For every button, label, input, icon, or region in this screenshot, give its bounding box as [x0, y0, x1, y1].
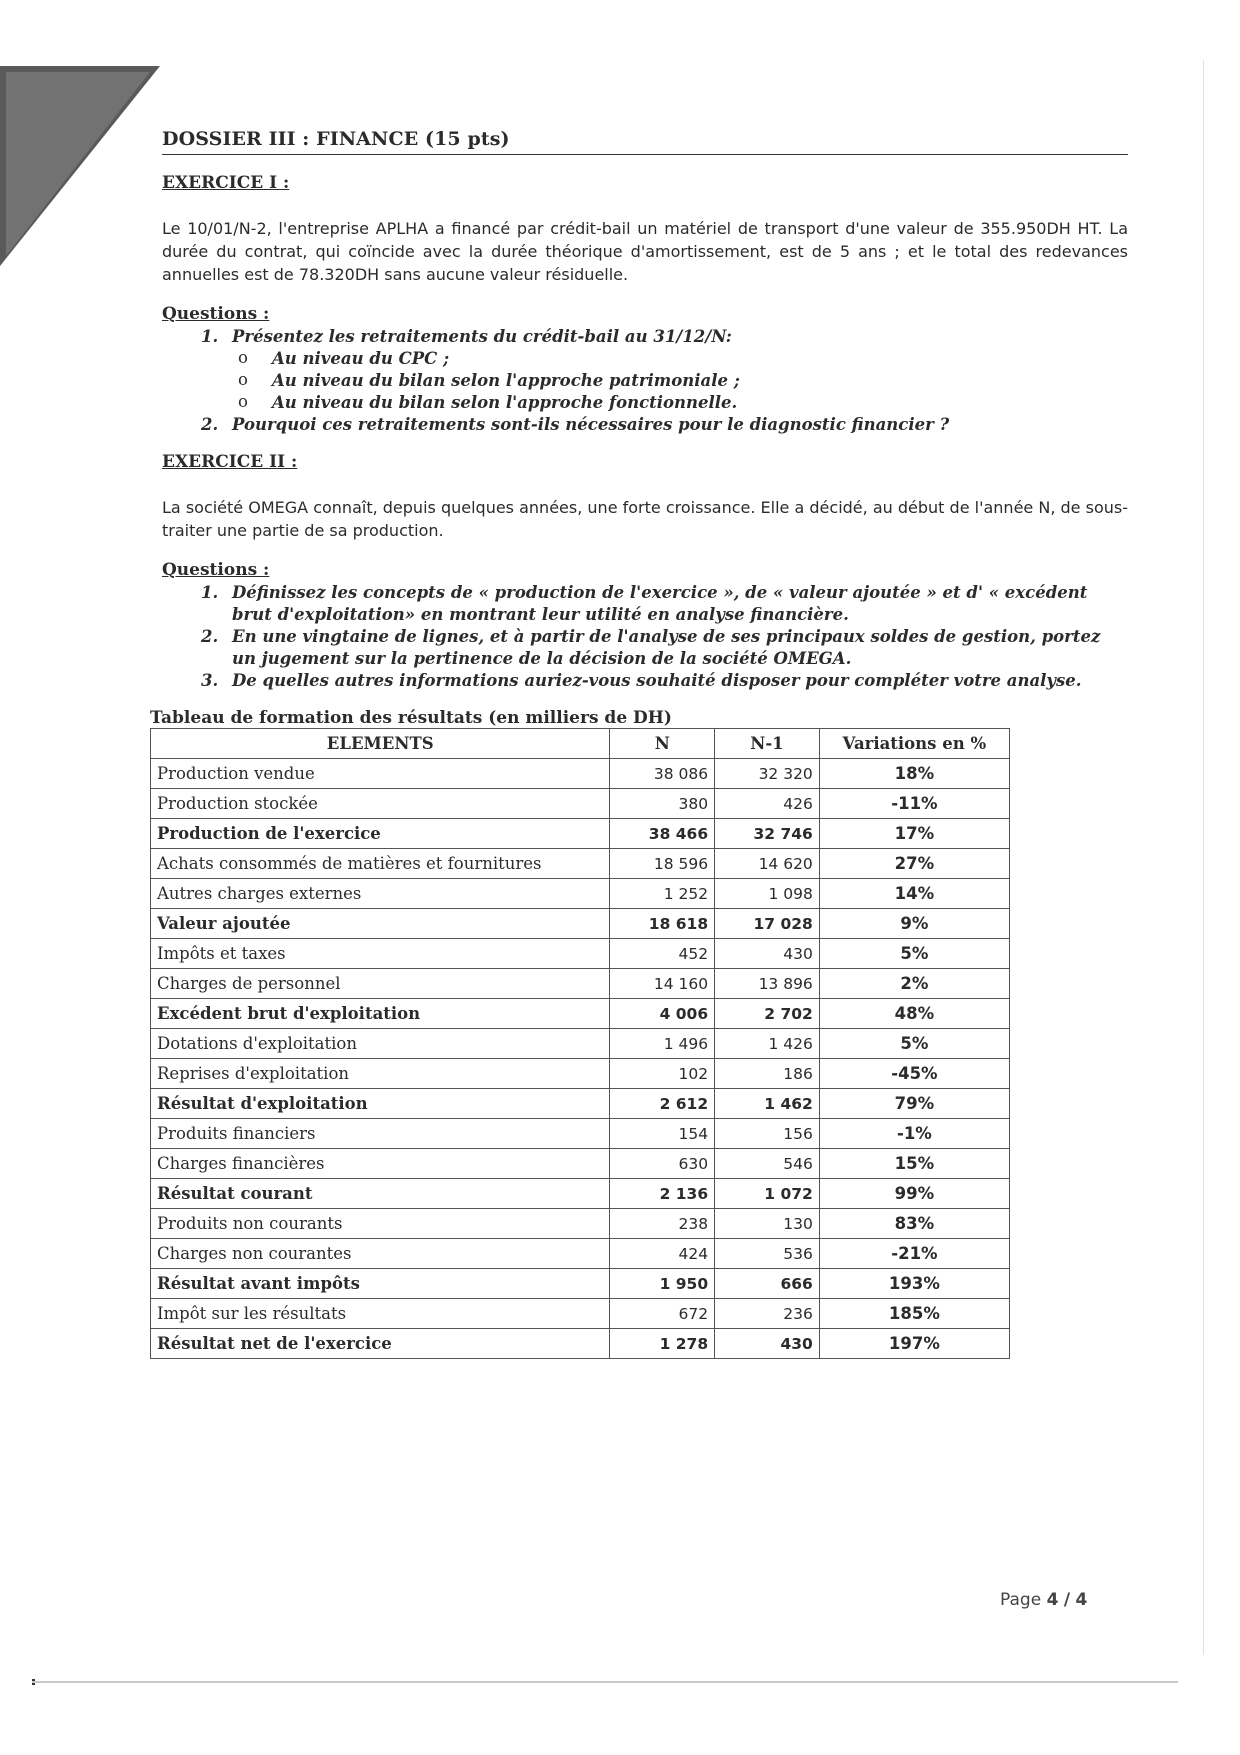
row-variation: 14% — [819, 879, 1009, 909]
row-value-n: 38 086 — [610, 759, 715, 789]
table-row — [151, 1059, 1010, 1089]
row-value-n: 2 612 — [610, 1089, 715, 1119]
row-value-n: 1 252 — [610, 879, 715, 909]
row-value-n: 154 — [610, 1119, 715, 1149]
row-value-n1: 430 — [715, 1329, 820, 1359]
row-label: Impôts et taxes — [151, 939, 610, 969]
question-item: 1. Définissez les concepts de « production de l'exercice », de « valeur ajoutée » et d' « excédent brut d'exploitation» en montrant leur utilité en analyse financière. — [224, 582, 1128, 626]
exam-page-content — [150, 128, 1128, 1359]
header-elements: ELEMENTS — [151, 729, 610, 759]
page-total: 4 — [1075, 1590, 1088, 1610]
row-value-n1: 17 028 — [715, 909, 820, 939]
row-label: Valeur ajoutée — [151, 909, 610, 939]
row-value-n: 38 466 — [610, 819, 715, 849]
exercise-2-title: EXERCICE II : — [162, 452, 298, 472]
table-row — [151, 1239, 1010, 1269]
table-body — [151, 759, 1010, 1359]
row-variation: -45% — [819, 1059, 1009, 1089]
row-label: Résultat net de l'exercice — [151, 1329, 610, 1359]
row-value-n: 424 — [610, 1239, 715, 1269]
row-label: Résultat courant — [151, 1179, 610, 1209]
row-label: Impôt sur les résultats — [151, 1299, 610, 1329]
row-value-n: 672 — [610, 1299, 715, 1329]
exercise-1-text: Le 10/01/N-2, l'entreprise APLHA a financé par crédit-bail un matériel de transport d'une valeur de 355.950DH HT. La durée du contrat, qui coïncide avec la durée théorique d'amortissement, est de 5 ans ; et le total des redevances annuelles est de 78.320DH sans aucune valeur résiduelle. — [162, 219, 1128, 284]
row-label: Produits non courants — [151, 1209, 610, 1239]
row-label: Charges financières — [151, 1149, 610, 1179]
row-value-n: 18 596 — [610, 849, 715, 879]
question-item: 3. De quelles autres informations auriez-vous souhaité disposer pour compléter votre analyse. — [224, 670, 1128, 692]
question-text: Présentez les retraitements du crédit-bail au 31/12/N: — [232, 327, 732, 346]
row-variation: 193% — [819, 1269, 1009, 1299]
row-label: Production stockée — [151, 789, 610, 819]
table-caption: Tableau de formation des résultats (en milliers de DH) — [150, 708, 672, 728]
row-value-n: 1 278 — [610, 1329, 715, 1359]
row-value-n: 18 618 — [610, 909, 715, 939]
row-variation: 185% — [819, 1299, 1009, 1329]
results-table-section — [150, 708, 1128, 1359]
table-row — [151, 909, 1010, 939]
row-value-n1: 1 426 — [715, 1029, 820, 1059]
row-variation: 99% — [819, 1179, 1009, 1209]
row-label: Produits financiers — [151, 1119, 610, 1149]
row-value-n1: 32 746 — [715, 819, 820, 849]
row-label: Charges de personnel — [151, 969, 610, 999]
row-value-n1: 1 072 — [715, 1179, 820, 1209]
row-variation: 83% — [819, 1209, 1009, 1239]
row-variation: 79% — [819, 1089, 1009, 1119]
sub-question: o Au niveau du bilan selon l'approche fonctionnelle. — [264, 392, 1128, 414]
dossier-title: DOSSIER III : FINANCE (15 pts) — [162, 128, 1128, 155]
row-value-n1: 130 — [715, 1209, 820, 1239]
row-variation: 197% — [819, 1329, 1009, 1359]
table-row — [151, 969, 1010, 999]
question-item: 2. Pourquoi ces retraitements sont-ils nécessaires pour le diagnostic financier ? — [224, 414, 1128, 436]
row-value-n1: 14 620 — [715, 849, 820, 879]
row-value-n: 4 006 — [610, 999, 715, 1029]
row-value-n: 14 160 — [610, 969, 715, 999]
exercise-1-questions — [162, 326, 1128, 436]
row-variation: 9% — [819, 909, 1009, 939]
row-value-n1: 156 — [715, 1119, 820, 1149]
row-variation: 48% — [819, 999, 1009, 1029]
row-label: Résultat avant impôts — [151, 1269, 610, 1299]
table-header-row — [151, 729, 1010, 759]
table-row — [151, 879, 1010, 909]
row-value-n: 380 — [610, 789, 715, 819]
table-row — [151, 1089, 1010, 1119]
row-value-n1: 666 — [715, 1269, 820, 1299]
page-edge — [1203, 60, 1204, 1655]
table-row — [151, 1269, 1010, 1299]
header-n1: N-1 — [715, 729, 820, 759]
row-value-n1: 32 320 — [715, 759, 820, 789]
row-label: Excédent brut d'exploitation — [151, 999, 610, 1029]
row-variation: 17% — [819, 819, 1009, 849]
row-value-n1: 536 — [715, 1239, 820, 1269]
row-value-n1: 236 — [715, 1299, 820, 1329]
table-row — [151, 939, 1010, 969]
row-label: Production de l'exercice — [151, 819, 610, 849]
page-current: 4 — [1046, 1590, 1059, 1610]
row-label: Dotations d'exploitation — [151, 1029, 610, 1059]
exercise-1-title: EXERCICE I : — [162, 173, 290, 193]
row-label: Charges non courantes — [151, 1239, 610, 1269]
table-row — [151, 759, 1010, 789]
row-value-n1: 1 098 — [715, 879, 820, 909]
table-row — [151, 1149, 1010, 1179]
table-row — [151, 819, 1010, 849]
table-row — [151, 1299, 1010, 1329]
scan-edge-line — [32, 1681, 1178, 1683]
table-row — [151, 1179, 1010, 1209]
table-row — [151, 1209, 1010, 1239]
row-variation: 2% — [819, 969, 1009, 999]
page-label: Page — [1000, 1590, 1042, 1610]
row-variation: -21% — [819, 1239, 1009, 1269]
header-variation: Variations en % — [819, 729, 1009, 759]
row-value-n1: 1 462 — [715, 1089, 820, 1119]
exercise-1-questions-title: Questions : — [162, 304, 270, 324]
row-value-n1: 426 — [715, 789, 820, 819]
table-row — [151, 849, 1010, 879]
page-separator: / — [1063, 1590, 1071, 1610]
question-item — [224, 326, 1128, 414]
row-variation: -11% — [819, 789, 1009, 819]
row-value-n1: 430 — [715, 939, 820, 969]
row-value-n1: 13 896 — [715, 969, 820, 999]
exercise-2-questions-title: Questions : — [162, 560, 270, 580]
row-label: Production vendue — [151, 759, 610, 789]
table-row — [151, 1329, 1010, 1359]
row-value-n1: 2 702 — [715, 999, 820, 1029]
question-item: 2. En une vingtaine de lignes, et à partir de l'analyse de ses principaux soldes de gestion, portez un jugement sur la pertinence de la décision de la société OMEGA. — [224, 626, 1128, 670]
row-value-n1: 186 — [715, 1059, 820, 1089]
row-value-n1: 546 — [715, 1149, 820, 1179]
row-label: Reprises d'exploitation — [151, 1059, 610, 1089]
row-label: Achats consommés de matières et fournitures — [151, 849, 610, 879]
row-variation: 27% — [819, 849, 1009, 879]
results-table — [150, 728, 1010, 1359]
row-label: Autres charges externes — [151, 879, 610, 909]
row-value-n: 102 — [610, 1059, 715, 1089]
row-variation: -1% — [819, 1119, 1009, 1149]
row-value-n: 630 — [610, 1149, 715, 1179]
sub-question: o Au niveau du bilan selon l'approche patrimoniale ; — [264, 370, 1128, 392]
row-value-n: 238 — [610, 1209, 715, 1239]
sub-question: o Au niveau du CPC ; — [264, 348, 1128, 370]
table-row — [151, 1119, 1010, 1149]
row-value-n: 452 — [610, 939, 715, 969]
row-value-n: 2 136 — [610, 1179, 715, 1209]
sub-question-list — [232, 348, 1128, 414]
table-row — [151, 1029, 1010, 1059]
row-label: Résultat d'exploitation — [151, 1089, 610, 1119]
table-row — [151, 999, 1010, 1029]
exercise-2-questions — [162, 582, 1128, 692]
exercise-2-text: La société OMEGA connaît, depuis quelques années, une forte croissance. Elle a décidé, au début de l'année N, de sous-traiter une partie de sa production. — [162, 498, 1128, 540]
header-n: N — [610, 729, 715, 759]
table-row — [151, 789, 1010, 819]
row-value-n: 1 496 — [610, 1029, 715, 1059]
row-value-n: 1 950 — [610, 1269, 715, 1299]
page-number — [1000, 1590, 1087, 1610]
folded-corner-shadow — [0, 66, 160, 276]
row-variation: 15% — [819, 1149, 1009, 1179]
row-variation: 5% — [819, 1029, 1009, 1059]
row-variation: 5% — [819, 939, 1009, 969]
row-variation: 18% — [819, 759, 1009, 789]
